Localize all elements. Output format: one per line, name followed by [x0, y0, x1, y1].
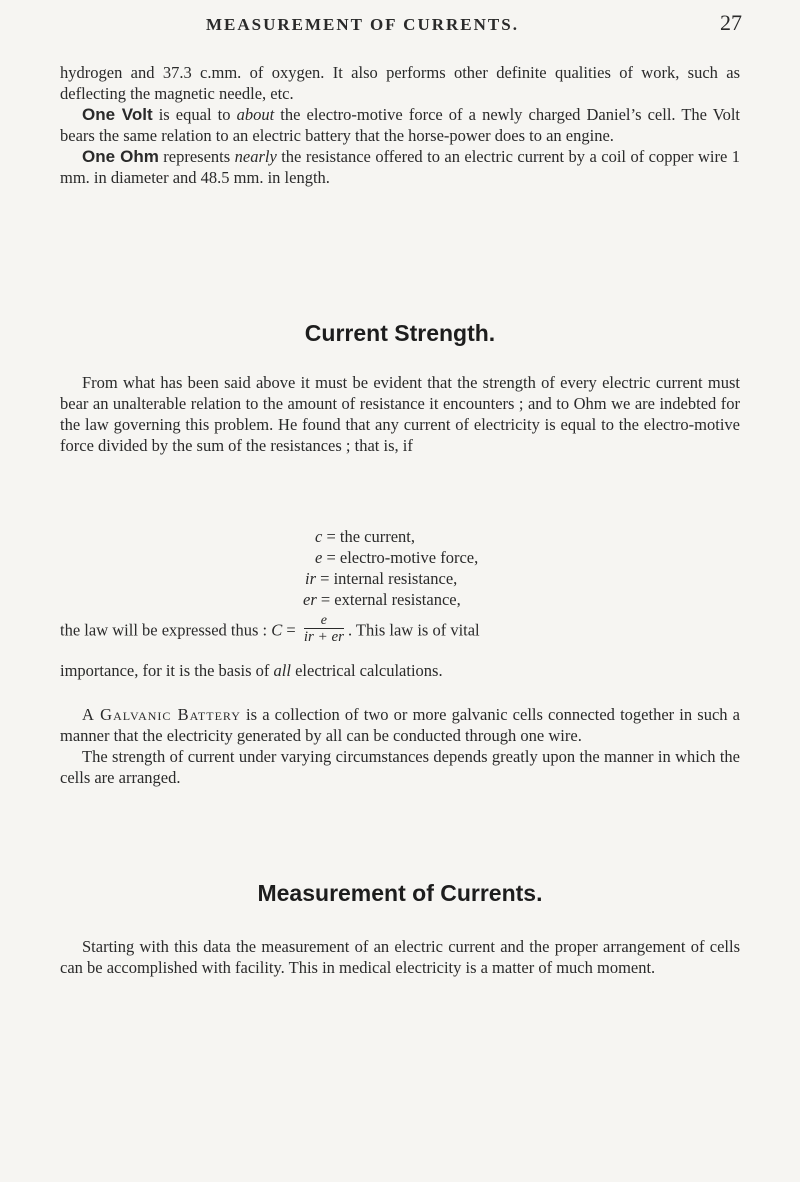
running-head: [206, 10, 742, 36]
law-continuation-block: [60, 660, 740, 681]
galvanic-block: [60, 704, 740, 788]
law-prefix: the law will be expressed thus :: [60, 620, 272, 640]
galvanic-paragraph: [60, 704, 740, 746]
intro-paragraph: hydrogen and 37.3 c.mm. of oxygen. It also performs other definite qualities of work, such as deflecting the magnetic needle, etc.: [60, 63, 740, 103]
running-title: MEASUREMENT OF CURRENTS.: [206, 15, 519, 34]
law-equals: =: [282, 620, 300, 640]
current-strength-paragraph: From what has been said above it must be evident that the strength of every electric current must bear an unalterable relation to the amount of resistance it encounters ; and to Ohm we are indebted for the law governing this problem. He found that any current of electricity is equal to the electro-motive force divided by the sum of the resistances ; that is, if: [60, 373, 740, 455]
law-numerator: e: [304, 614, 344, 629]
ohm-text-b: the resistance offered to an electric current by a coil of copper wire 1 mm. in diameter and 48.5 mm. in length.: [60, 147, 741, 187]
definition-row: e = electro-motive force,: [315, 548, 479, 567]
volt-emphasis: about: [236, 105, 275, 124]
law-fraction: [304, 614, 344, 645]
definition-row: c = the current,: [315, 527, 416, 546]
ohm-text-a: represents: [158, 147, 235, 166]
law-suffix: . This law is of vital: [347, 620, 480, 640]
section-heading-measurement: Measurement of Currents.: [257, 880, 543, 906]
galvanic-text: is a collection of two or more galvanic cells connected together in such a manner that the electricity generated by all can be conducted through one wire.: [60, 705, 740, 745]
strength-paragraph: The strength of current under varying circumstances depends greatly upon the manner in which the cells are arranged.: [60, 747, 740, 787]
law-continuation: importance, for it is the basis of all electrical calculations.: [60, 661, 443, 680]
ohm-paragraph: [60, 146, 740, 188]
ohm-emphasis: nearly: [234, 147, 277, 166]
measurement-paragraph: Starting with this data the measurement of an electric current and the proper arrangement of cells can be accomplished with facility. This in medical electricity is a matter of much moment.: [60, 937, 740, 977]
intro-block: [60, 62, 740, 188]
volt-text-a: is equal to: [152, 105, 237, 124]
ohms-law-line: [60, 613, 740, 647]
definition-row: ir = internal resistance,: [305, 569, 458, 588]
measurement-block: [60, 936, 740, 978]
definition-row: er = external resistance,: [303, 590, 461, 609]
galvanic-lead: A Galvanic Battery: [82, 705, 241, 724]
law-symbol-c: C: [271, 620, 283, 640]
definitions-list: [303, 526, 478, 610]
law-denominator: ir + er: [303, 629, 344, 645]
ohm-lead: One Ohm: [82, 147, 159, 166]
section-heading-current-strength: Current Strength.: [304, 320, 496, 346]
volt-lead: One Volt: [82, 105, 153, 124]
volt-text-b: the electro-motive force of a newly charged Daniel’s cell. The Volt bears the same relation to an electric battery that the horse-power does to an engine.: [60, 105, 740, 145]
all-emphasis: all: [273, 661, 291, 680]
volt-paragraph: [60, 104, 740, 146]
page-number: 27: [720, 10, 742, 35]
current-strength-block: [60, 372, 740, 456]
